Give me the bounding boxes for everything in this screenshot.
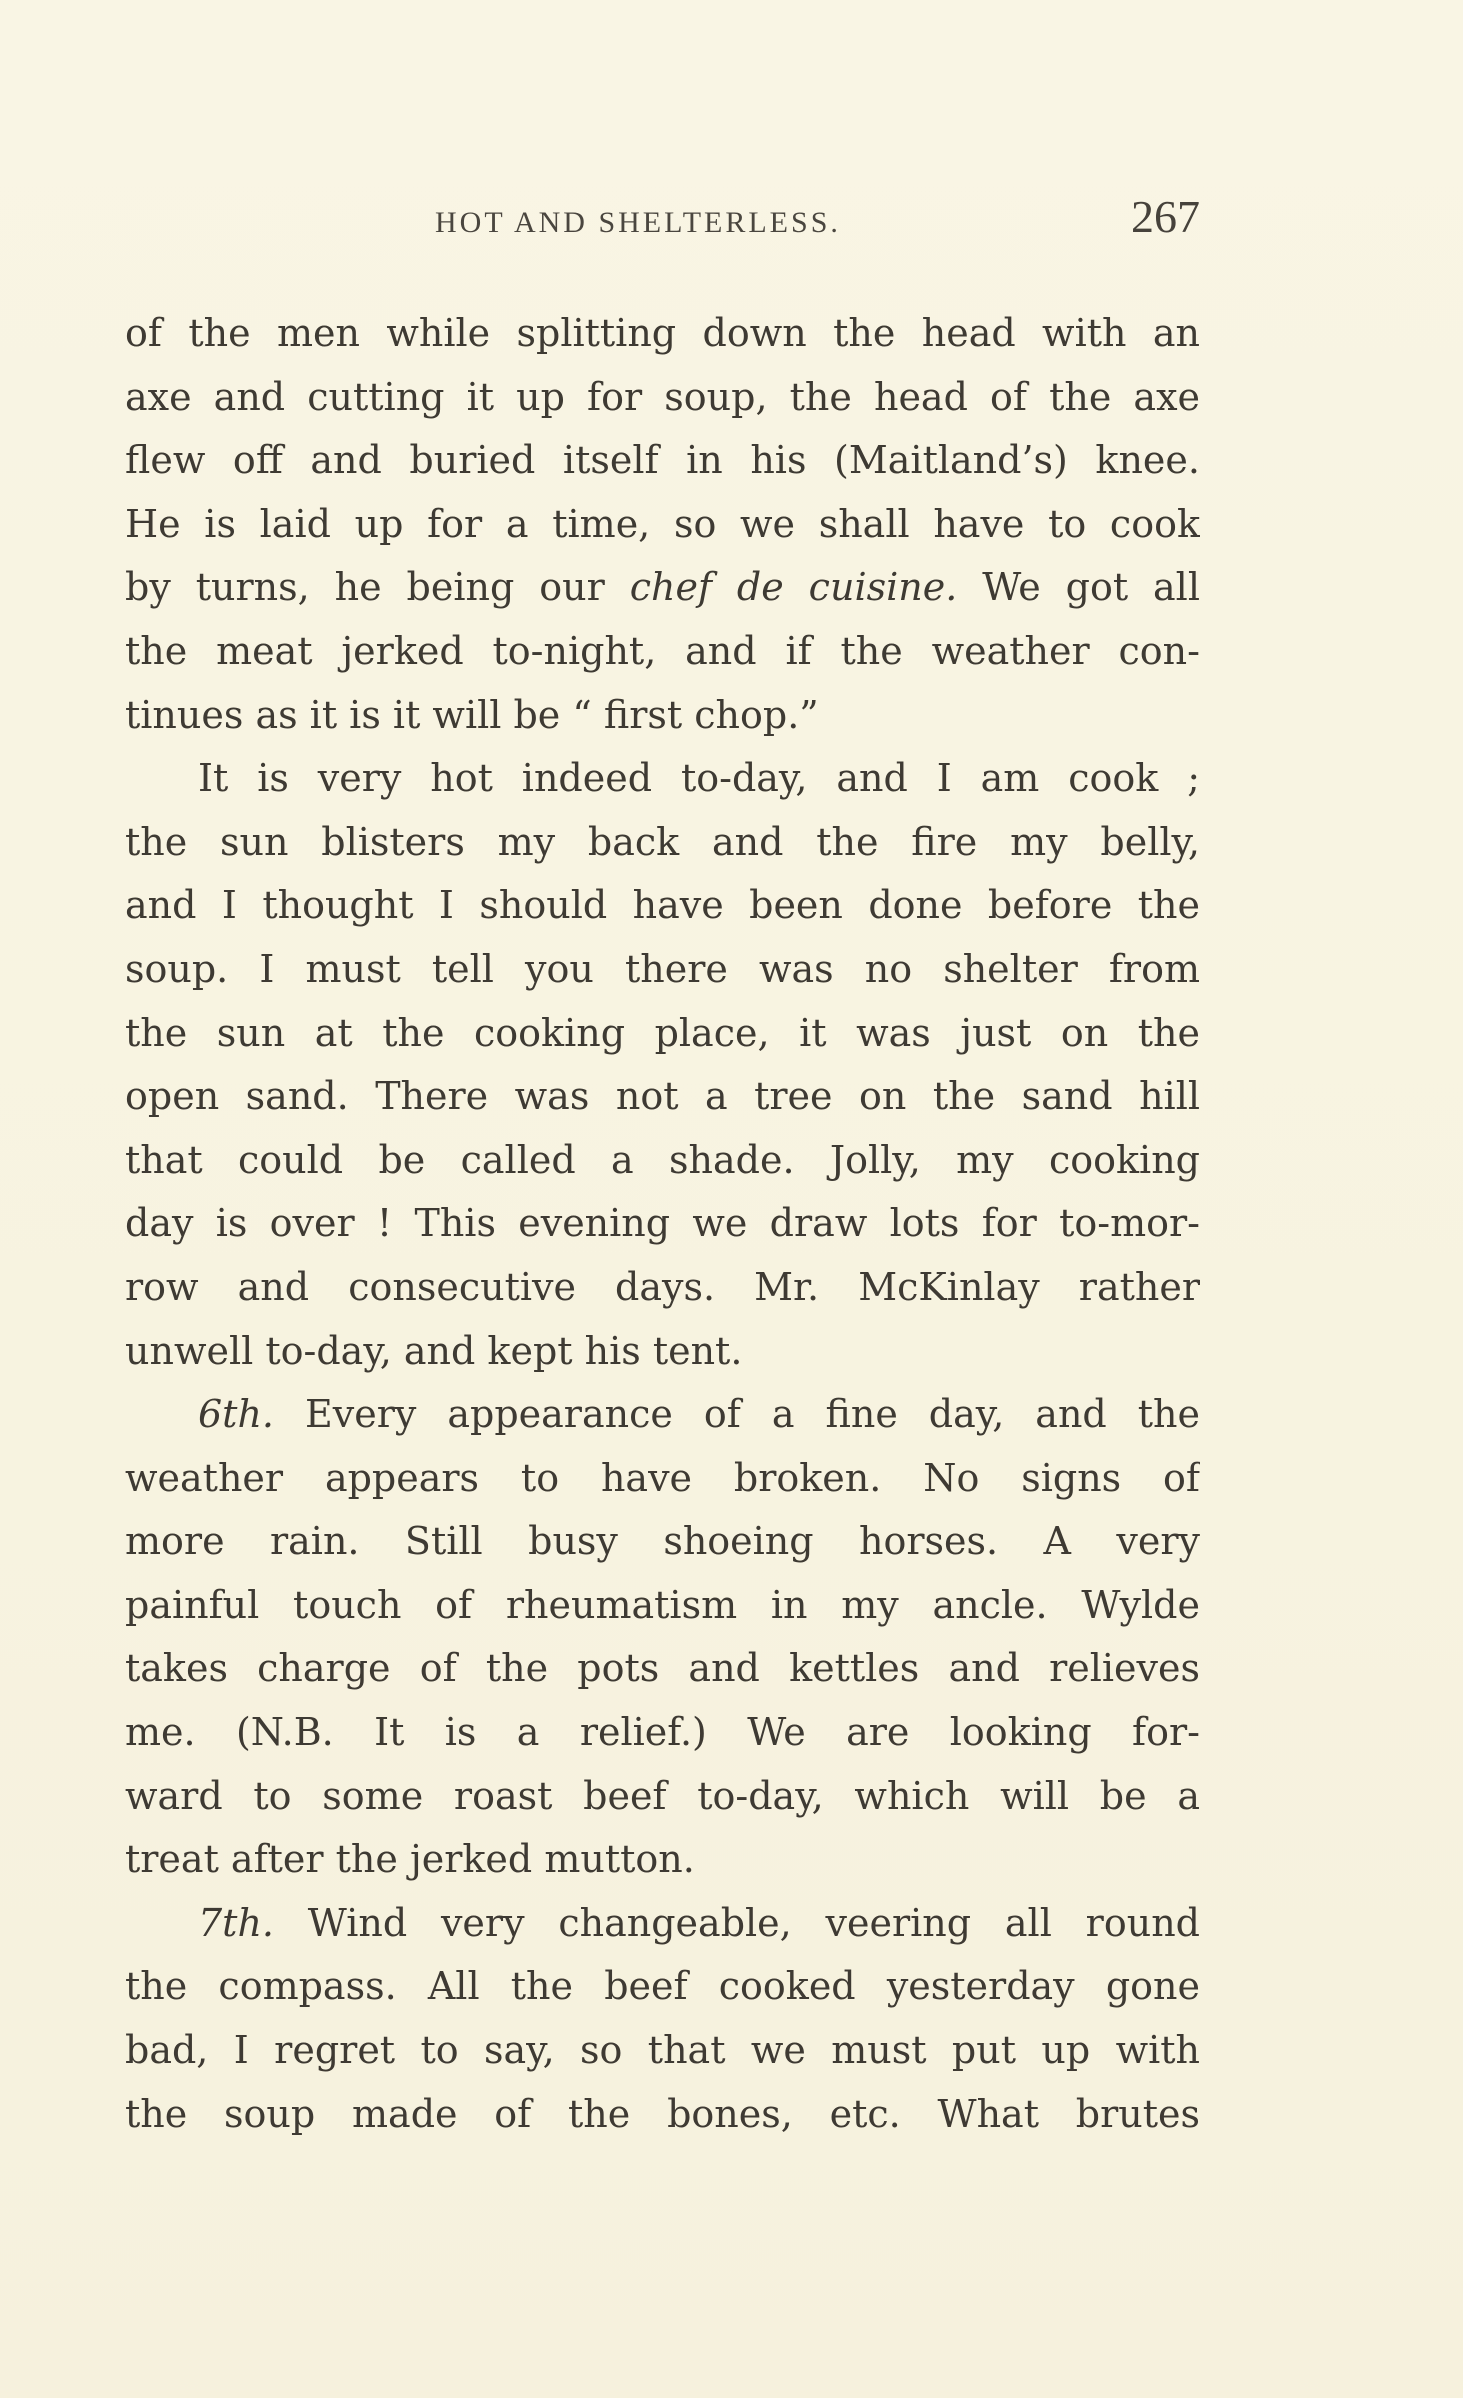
text-line: me. (N.B. It is a relief.) We are looking for-: [125, 1710, 1200, 1755]
text-line: tinues as it is it will be “ first chop.”: [125, 692, 819, 737]
text-line: soup. I must tell you there was no shelter from: [125, 946, 1200, 991]
text-line: flew off and buried itself in his (Maitland’s) knee.: [125, 438, 1200, 483]
text-line: the sun at the cooking place, it was just on the: [125, 1010, 1200, 1055]
page-number: 267: [1131, 191, 1200, 242]
text-line: axe and cutting it up for soup, the head of the axe: [125, 374, 1200, 419]
text-line: the soup made of the bones, etc. What brutes: [125, 2091, 1200, 2136]
text-line: of the men while splitting down the head with an: [125, 311, 1200, 355]
text-run: Wind very changeable, veering all round: [274, 1900, 1200, 1945]
text-line: [125, 556, 1200, 620]
date-label: 7th.: [198, 1900, 274, 1945]
text-line: He is laid up for a time, so we shall have to cook: [125, 501, 1200, 546]
paragraph-start-line: It is very hot indeed to-day, and I am cook ;: [198, 756, 1200, 801]
running-head: [125, 190, 1200, 260]
text-line: treat after the jerked mutton.: [125, 1837, 695, 1882]
text-run: Every appearance of a fine day, and the: [274, 1392, 1200, 1437]
text-line: ward to some roast beef to-day, which will be a: [125, 1773, 1200, 1818]
text-run: by turns, he being our: [125, 565, 630, 610]
text-line: unwell to-day, and kept his tent.: [125, 1328, 743, 1373]
text-line: row and consecutive days. Mr. McKinlay rather: [125, 1264, 1200, 1309]
italic-phrase: chef de cuisine.: [629, 565, 958, 610]
text-line: and I thought I should have been done before the: [125, 883, 1200, 928]
body-text: [125, 302, 1200, 2146]
text-run: We got all: [957, 565, 1200, 610]
running-title: HOT AND SHELTERLESS.: [435, 206, 841, 239]
text-line: takes charge of the pots and kettles and relieves: [125, 1646, 1200, 1691]
text-line: the meat jerked to-night, and if the weather con-: [125, 628, 1200, 673]
text-line: the compass. All the beef cooked yesterday gone: [125, 1964, 1200, 2009]
text-line: bad, I regret to say, so that we must put up with: [125, 2028, 1200, 2073]
text-line: open sand. There was not a tree on the sand hill: [125, 1074, 1200, 1119]
text-line: day is over ! This evening we draw lots for to-mor-: [125, 1201, 1200, 1246]
text-line: more rain. Still busy shoeing horses. A very: [125, 1519, 1200, 1564]
text-line: the sun blisters my back and the fire my belly,: [125, 819, 1200, 864]
paragraph-start-line: [125, 1892, 1200, 1956]
text-line: painful touch of rheumatism in my ancle. Wylde: [125, 1582, 1200, 1627]
text-line: weather appears to have broken. No signs of: [125, 1455, 1200, 1500]
date-label: 6th.: [198, 1392, 274, 1437]
paragraph-start-line: [125, 1383, 1200, 1447]
text-line: that could be called a shade. Jolly, my cooking: [125, 1137, 1200, 1182]
